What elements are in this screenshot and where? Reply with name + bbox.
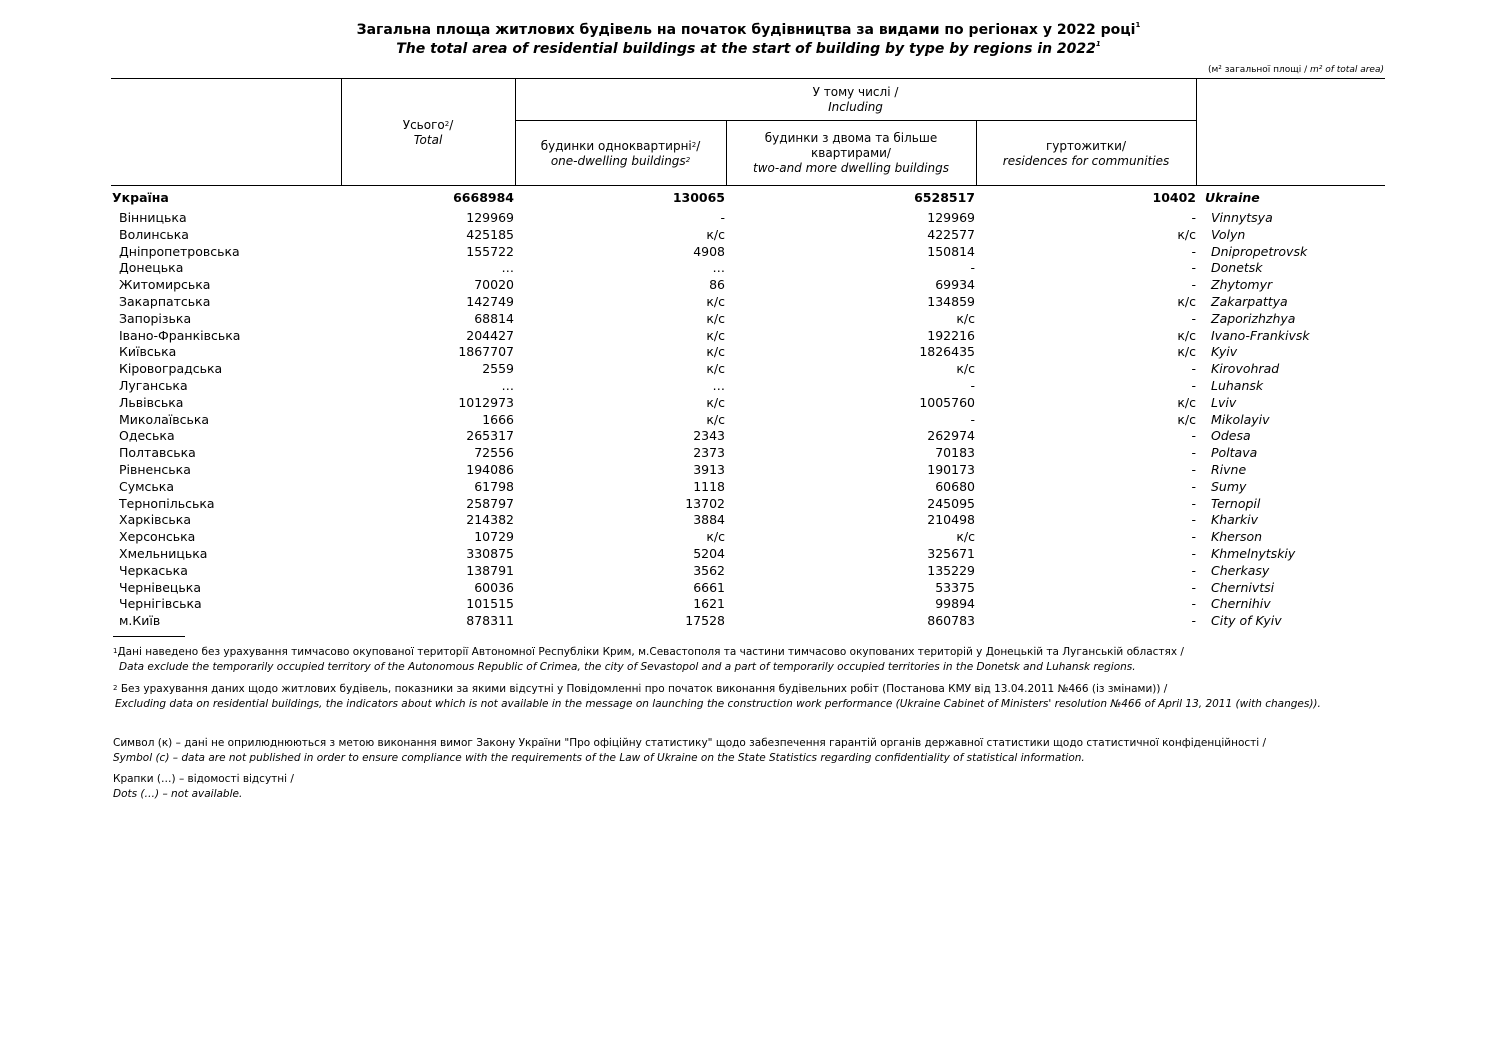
cell-two-dwelling: 860783 <box>927 613 975 629</box>
cell-one-dwelling: 6661 <box>693 579 725 595</box>
region-name-uk: м.Київ <box>119 613 161 629</box>
cell-two-dwelling: к/с <box>956 529 975 545</box>
unit-note: (м² загальної площі / m² of total area) <box>1208 65 1384 75</box>
cell-residences: - <box>1191 361 1196 377</box>
cell-total: 1012973 <box>458 394 514 410</box>
cell-one-dwelling: к/с <box>706 361 725 377</box>
table-row <box>0 293 1497 310</box>
cell-one-dwelling: 3884 <box>693 512 725 528</box>
region-name-uk: Україна <box>112 190 169 205</box>
cell-residences: - <box>1191 310 1196 326</box>
cell-total: 138791 <box>466 562 514 578</box>
table-row <box>0 360 1497 377</box>
cell-residences: - <box>1191 260 1196 276</box>
cell-one-dwelling: 1118 <box>693 478 725 494</box>
table-row <box>0 243 1497 260</box>
cell-one-dwelling: 3913 <box>693 462 725 477</box>
region-name-uk: Київська <box>119 344 177 360</box>
region-name-en: Chernihiv <box>1211 596 1271 612</box>
region-name-en: Luhansk <box>1211 378 1264 393</box>
cell-one-dwelling: к/с <box>706 411 725 427</box>
region-name-en: Kherson <box>1211 529 1263 545</box>
region-name-en: Dnipropetrovsk <box>1211 243 1308 259</box>
cell-one-dwelling: к/с <box>706 327 725 343</box>
cell-total: 60036 <box>474 579 514 595</box>
region-name-uk: Луганська <box>119 378 188 393</box>
footnote-symbol: Символ (к) – дані не оприлюднюються з метою виконання вимог Закону України "Про офіційну статистику" щодо забезпечення гарантій органів державної статистики щодо статистичної конфіденційності / Symbol (c) – data are not published in order to ensure compliance with the requirements of the Law of Ukraine on the State Statistics regarding confidentiality of statistical information. <box>113 737 1267 764</box>
cell-residences: - <box>1191 529 1196 545</box>
region-name-en: City of Kyiv <box>1211 613 1282 629</box>
table-row <box>0 511 1497 528</box>
cell-two-dwelling: 129969 <box>927 210 975 225</box>
cell-two-dwelling: 1826435 <box>919 344 975 360</box>
cell-two-dwelling: 210498 <box>927 512 975 528</box>
cell-residences: - <box>1191 613 1196 629</box>
cell-two-dwelling: 6528517 <box>914 190 975 205</box>
cell-one-dwelling: 3562 <box>693 562 725 578</box>
region-name-uk: Закарпатська <box>119 294 211 309</box>
table-row-total <box>0 189 1497 206</box>
table-row <box>0 394 1497 411</box>
cell-one-dwelling: - <box>720 210 725 225</box>
title-english: The total area of residential buildings at the start of building by type by regions in 2022$^1$ <box>396 40 1101 57</box>
cell-one-dwelling: к/с <box>706 294 725 309</box>
cell-one-dwelling: к/с <box>706 310 725 326</box>
region-name-uk: Чернівецька <box>119 579 201 595</box>
table-row <box>0 528 1497 545</box>
footnote-1: $^1$Дані наведено без урахування тимчасово окупованої території Автономної Республіки Крим, м.Севастополя та частини тимчасово окупованих територій у Донецькій та Луганській областях / Data exclude the temporarily occupied territory of the Autonomous Republic of Crimea, the city of Sevastopol and a part of temporarily occupied territories in the Donetsk and Luhansk regions. <box>113 646 1184 673</box>
cell-residences: - <box>1191 243 1196 259</box>
cell-one-dwelling: 2343 <box>693 428 725 444</box>
cell-residences: - <box>1191 562 1196 578</box>
cell-two-dwelling: - <box>970 260 975 276</box>
cell-residences: - <box>1191 428 1196 444</box>
region-name-uk: Івано-Франківська <box>119 327 241 343</box>
cell-total: 214382 <box>466 512 514 528</box>
cell-two-dwelling: 190173 <box>927 462 975 477</box>
region-name-uk: Одеська <box>119 428 175 444</box>
region-name-uk: Запорізька <box>119 310 192 326</box>
cell-total: 72556 <box>474 445 514 461</box>
cell-residences: - <box>1191 495 1196 511</box>
region-name-en: Kharkiv <box>1211 512 1259 528</box>
footnote-rule <box>113 636 185 637</box>
region-name-uk: Сумська <box>119 478 175 494</box>
header-residences: гуртожитки/ residences for communities <box>1002 139 1170 168</box>
cell-two-dwelling: 53375 <box>935 579 975 595</box>
region-name-en: Ukraine <box>1205 190 1260 205</box>
cell-two-dwelling: 135229 <box>927 562 975 578</box>
header-two-dwelling: будинки з двома та більше квартирами/ two-and more dwelling buildings <box>753 131 949 175</box>
cell-total: 68814 <box>474 310 514 326</box>
cell-total: 194086 <box>466 462 514 477</box>
subheader-rule <box>515 120 1196 121</box>
cell-two-dwelling: 99894 <box>935 596 975 612</box>
cell-one-dwelling: 17528 <box>685 613 725 629</box>
region-name-uk: Рівненська <box>119 462 191 477</box>
cell-residences: к/с <box>1177 394 1196 410</box>
cell-residences: к/с <box>1177 294 1196 309</box>
region-name-uk: Вінницька <box>119 210 187 225</box>
region-name-en: Zakarpattya <box>1211 294 1288 309</box>
region-name-uk: Дніпропетровська <box>119 243 240 259</box>
cell-one-dwelling: к/с <box>706 394 725 410</box>
table-row <box>0 276 1497 293</box>
table-row <box>0 377 1497 394</box>
cell-total: 129969 <box>466 210 514 225</box>
header-bottom-rule <box>111 185 1385 186</box>
cell-two-dwelling: 262974 <box>927 428 975 444</box>
table-row <box>0 579 1497 596</box>
table-row <box>0 545 1497 562</box>
table-row <box>0 226 1497 243</box>
region-name-uk: Миколаївська <box>119 411 210 427</box>
table-row <box>0 259 1497 276</box>
cell-total: 1867707 <box>458 344 514 360</box>
cell-total: 204427 <box>466 327 514 343</box>
region-name-en: Kyiv <box>1211 344 1238 360</box>
region-name-uk: Черкаська <box>119 562 188 578</box>
cell-total: 1666 <box>482 411 514 427</box>
cell-residences: - <box>1191 579 1196 595</box>
table-row <box>0 209 1497 226</box>
table-row <box>0 478 1497 495</box>
table-row <box>0 562 1497 579</box>
region-name-uk: Харківська <box>119 512 191 528</box>
region-name-en: Rivne <box>1211 462 1247 477</box>
cell-residences: - <box>1191 277 1196 293</box>
region-name-en: Kirovohrad <box>1211 361 1280 377</box>
region-name-uk: Кіровоградська <box>119 361 223 377</box>
cell-residences: - <box>1191 445 1196 461</box>
cell-residences: к/с <box>1177 411 1196 427</box>
region-name-en: Mikolayiv <box>1211 411 1270 427</box>
cell-residences: - <box>1191 546 1196 561</box>
cell-one-dwelling: … <box>712 378 725 393</box>
cell-residences: - <box>1191 378 1196 393</box>
region-name-en: Zhytomyr <box>1211 277 1273 293</box>
region-name-uk: Волинська <box>119 226 189 242</box>
region-name-en: Donetsk <box>1211 260 1263 276</box>
cell-two-dwelling: 422577 <box>927 226 975 242</box>
table-row <box>0 595 1497 612</box>
cell-two-dwelling: - <box>970 378 975 393</box>
cell-two-dwelling: 60680 <box>935 478 975 494</box>
table-row <box>0 461 1497 478</box>
cell-two-dwelling: к/с <box>956 310 975 326</box>
cell-two-dwelling: 192216 <box>927 327 975 343</box>
cell-residences: к/с <box>1177 344 1196 360</box>
cell-residences: - <box>1191 512 1196 528</box>
region-name-uk: Житомирська <box>119 277 211 293</box>
region-name-en: Volyn <box>1211 226 1246 242</box>
header-one-dwelling: будинки одноквартирні$^2$/ one-dwelling buildings$^2$ <box>540 139 701 168</box>
region-name-en: Ivano-Frankivsk <box>1211 327 1310 343</box>
title-ukrainian: Загальна площа житлових будівель на початок будівництва за видами по регіонах у 2022 році$^1$ <box>356 21 1141 38</box>
header-including: У тому числі / Including <box>812 85 899 114</box>
cell-one-dwelling: 86 <box>709 277 725 293</box>
cell-total: 258797 <box>466 495 514 511</box>
cell-two-dwelling: - <box>970 411 975 427</box>
cell-one-dwelling: … <box>712 260 725 276</box>
cell-total: 6668984 <box>453 190 514 205</box>
footnote-2: $^2$ Без урахування даних щодо житлових будівель, показники за якими відсутні у Повідомленні про початок виконання будівельних робіт (Постанова КМУ від 13.04.2011 №466 (із змінами)) / Excluding data on residential buildings, the indicators about which is not available in the message on launching the construction work performance (Ukraine Cabinet of Ministers' resolution №466 of April 13, 2011 (with changes)). <box>113 683 1321 710</box>
cell-one-dwelling: к/с <box>706 529 725 545</box>
region-name-en: Khmelnytskiy <box>1211 546 1296 561</box>
region-name-en: Vinnytsya <box>1211 210 1273 225</box>
cell-two-dwelling: 1005760 <box>919 394 975 410</box>
cell-total: … <box>501 260 514 276</box>
cell-residences: - <box>1191 596 1196 612</box>
cell-total: 70020 <box>474 277 514 293</box>
table-top-rule <box>111 78 1385 79</box>
cell-two-dwelling: 245095 <box>927 495 975 511</box>
table-row <box>0 411 1497 428</box>
cell-residences: - <box>1191 478 1196 494</box>
cell-two-dwelling: 134859 <box>927 294 975 309</box>
cell-two-dwelling: 70183 <box>935 445 975 461</box>
cell-total: 2559 <box>482 361 514 377</box>
cell-one-dwelling: к/с <box>706 226 725 242</box>
cell-two-dwelling: 150814 <box>927 243 975 259</box>
region-name-en: Cherkasy <box>1211 562 1270 578</box>
table-row <box>0 427 1497 444</box>
cell-total: 878311 <box>466 613 514 629</box>
region-name-en: Chernivtsi <box>1211 579 1275 595</box>
cell-two-dwelling: 69934 <box>935 277 975 293</box>
cell-residences: - <box>1191 462 1196 477</box>
table-row <box>0 444 1497 461</box>
region-name-en: Sumy <box>1211 478 1247 494</box>
header-total: Усього$^2$/ Total <box>402 118 454 147</box>
cell-total: 101515 <box>466 596 514 612</box>
cell-total: 425185 <box>466 226 514 242</box>
region-name-uk: Чернігівська <box>119 596 202 612</box>
cell-total: … <box>501 378 514 393</box>
cell-residences: - <box>1191 210 1196 225</box>
region-name-uk: Херсонська <box>119 529 196 545</box>
cell-one-dwelling: к/с <box>706 344 725 360</box>
cell-two-dwelling: 325671 <box>927 546 975 561</box>
cell-total: 155722 <box>466 243 514 259</box>
cell-one-dwelling: 2373 <box>693 445 725 461</box>
table-row <box>0 343 1497 360</box>
cell-one-dwelling: 5204 <box>693 546 725 561</box>
table-row <box>0 495 1497 512</box>
region-name-uk: Львівська <box>119 394 184 410</box>
cell-total: 265317 <box>466 428 514 444</box>
region-name-en: Odesa <box>1211 428 1251 444</box>
cell-one-dwelling: 1621 <box>693 596 725 612</box>
table-row <box>0 612 1497 629</box>
table-row <box>0 310 1497 327</box>
cell-one-dwelling: 130065 <box>672 190 725 205</box>
region-name-uk: Тернопільська <box>119 495 215 511</box>
table-row <box>0 327 1497 344</box>
cell-residences: к/с <box>1177 226 1196 242</box>
col-divider <box>1196 78 1197 185</box>
footnote-dots: Крапки (…) – відомості відсутні / Dots (…) – not available. <box>113 773 294 800</box>
cell-total: 330875 <box>466 546 514 561</box>
region-name-en: Ternopil <box>1211 495 1261 511</box>
region-name-en: Zaporizhzhya <box>1211 310 1296 326</box>
cell-residences: к/с <box>1177 327 1196 343</box>
region-name-uk: Донецька <box>119 260 184 276</box>
region-name-uk: Хмельницька <box>119 546 208 561</box>
cell-two-dwelling: к/с <box>956 361 975 377</box>
cell-total: 10729 <box>474 529 514 545</box>
cell-one-dwelling: 13702 <box>685 495 725 511</box>
cell-one-dwelling: 4908 <box>693 243 725 259</box>
cell-total: 61798 <box>474 478 514 494</box>
cell-residences: 10402 <box>1152 190 1196 205</box>
region-name-en: Poltava <box>1211 445 1258 461</box>
region-name-en: Lviv <box>1211 394 1237 410</box>
region-name-uk: Полтавська <box>119 445 196 461</box>
cell-total: 142749 <box>466 294 514 309</box>
